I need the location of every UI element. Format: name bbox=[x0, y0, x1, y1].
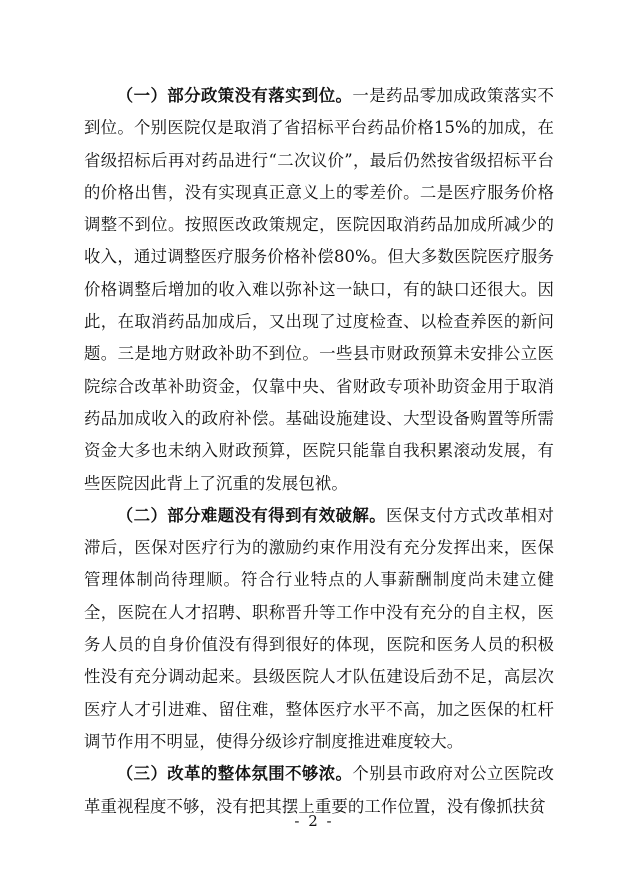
paragraph-section-two bbox=[84, 500, 554, 758]
section-three-text: 个别县市政府对公立医院改革重视程度不够，没有把其摆上重要的工作位置，没有像抓扶贫 bbox=[84, 764, 554, 816]
section-two-heading: （二）部分难题没有得到有效破解。 bbox=[116, 505, 387, 525]
section-one-text: 一是药品零加成政策落实不到位。个别医院仅是取消了省招标平台药品价格15%的加成，在省级招标后再对药品进行“二次议价”，最后仍然按省级招标平台的价格出售，没有实现真正意义上的零差价。二是医疗服务价格调整不到位。按照医改政策规定，医院因取消药品加成所减少的收入，通过调整医疗服务价格补偿80%。但大多数医院医疗服务价格调整后增加的收入难以弥补这一缺口，有的缺口还很大。因此，在取消药品加成后，又出现了过度检查、以检查养医的新问题。三是地方财政补助不到位。一些县市财政预算未安排公立医院综合改革补助资金，仅靠中央、省财政专项补助资金用于取消药品加成收入的政府补偿。基础设施建设、大型设备购置等所需资金大多也未纳入财政预算，医院只能靠自我积累滚动发展，有些医院因此背上了沉重的发展包袱。 bbox=[84, 86, 554, 493]
paragraph-section-one bbox=[84, 80, 554, 500]
section-three-heading: （三）改革的整体氛围不够浓。 bbox=[116, 764, 353, 784]
section-one-heading: （一）部分政策没有落实到位。 bbox=[116, 86, 353, 105]
section-two-text: 医保支付方式改革相对滞后，医保对医疗行为的激励约束作用没有充分发挥出来，医保管理体制尚待理顺。符合行业特点的人事薪酬制度尚未建立健全，医院在人才招聘、职称晋升等工作中没有充分的自主权，医务人员的自身价值没有得到很好的体现，医院和医务人员的积极性没有充分调动起来。县级医院人才队伍建设后劲不足，高层次医疗人才引进难、留住难，整体医疗水平不高，加之医保的杠杆调节作用不明显，使得分级诊疗制度推进难度较大。 bbox=[84, 505, 554, 751]
page-number: - 2 - bbox=[294, 812, 334, 830]
document-body bbox=[84, 80, 554, 823]
